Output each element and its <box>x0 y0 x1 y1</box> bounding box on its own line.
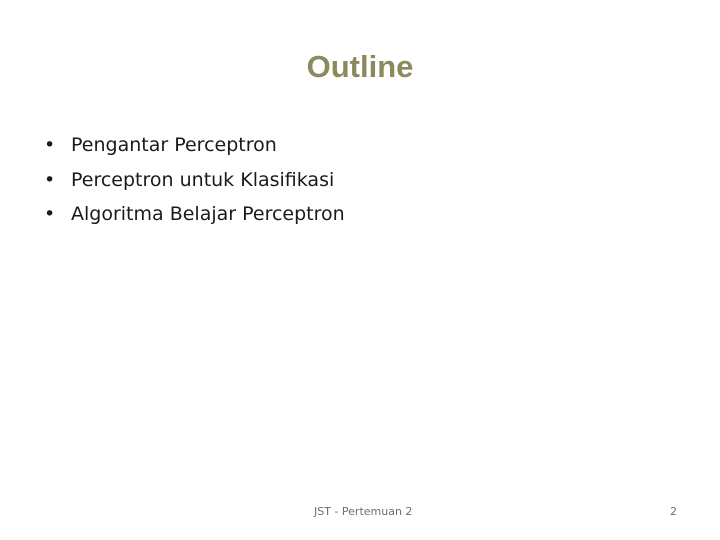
bullet-icon: • <box>44 168 56 191</box>
bullet-text: Perceptron untuk Klasifikasi <box>71 168 335 191</box>
bullet-item <box>44 130 345 165</box>
bullet-text: Algoritma Belajar Perceptron <box>71 203 345 225</box>
bullet-item <box>44 165 345 200</box>
bullet-item <box>44 199 345 234</box>
bullet-list <box>44 130 345 234</box>
page-number: 2 <box>670 505 677 518</box>
footer-text: JST - Pertemuan 2 <box>314 505 413 518</box>
slide-title <box>0 46 720 88</box>
bullet-icon: • <box>44 203 56 225</box>
bullet-text: Pengantar Perceptron <box>71 134 277 156</box>
bullet-icon: • <box>44 134 56 156</box>
slide-title-text: Outline <box>306 49 414 84</box>
